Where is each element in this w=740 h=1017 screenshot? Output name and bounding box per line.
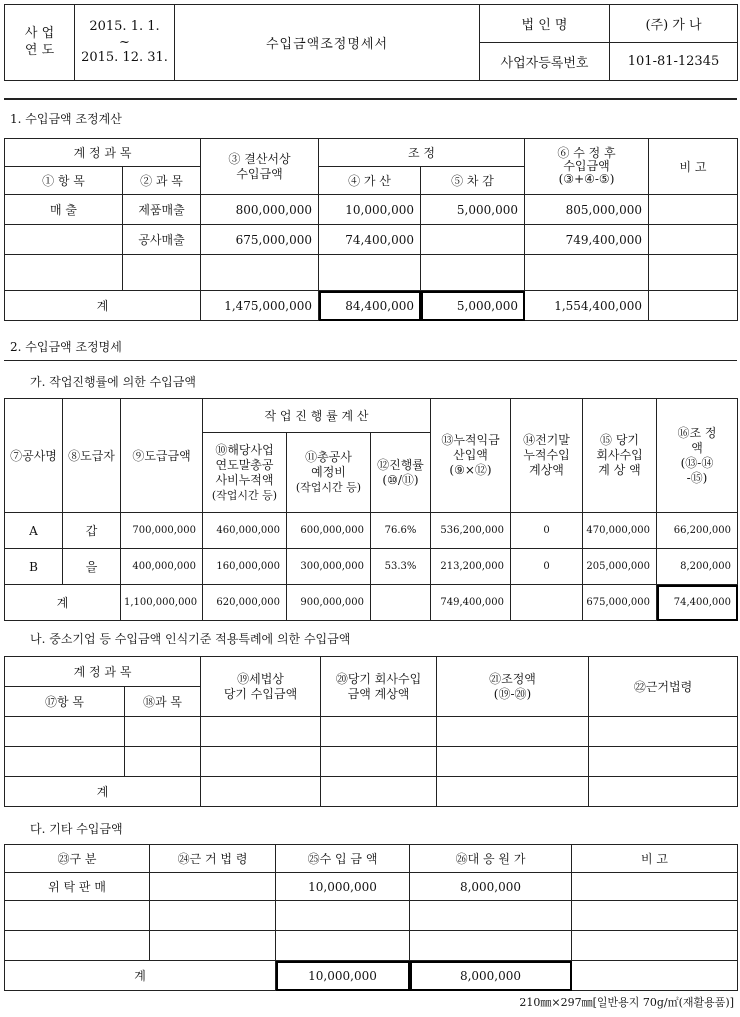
section-1-heading: 1. 수입금액 조정계산 bbox=[10, 112, 122, 126]
divider bbox=[4, 98, 737, 100]
h24: ㉔근 거 법 령 bbox=[150, 845, 276, 873]
paper-spec-footer: 210㎜×297㎜[일반용지 70g/㎡(재활용품)] bbox=[519, 996, 734, 1009]
total-row: 계 bbox=[5, 777, 738, 807]
h11: ⑪총공사 예정비 (작업시간 등) bbox=[287, 433, 371, 513]
total-row: 계 1,100,000,000 620,000,000 900,000,000 749,400,000 675,000,000 74,400,000 bbox=[5, 585, 738, 621]
table-row: 공사매출 675,000,000 74,400,000 749,400,000 bbox=[5, 225, 738, 255]
total-row: 계 1,475,000,000 84,400,000 5,000,000 1,554,400,000 bbox=[5, 291, 738, 321]
corp-name-label: 법 인 명 bbox=[480, 5, 610, 43]
section-2c-heading: 다. 기타 수입금액 bbox=[30, 822, 123, 836]
section-2c-table bbox=[4, 844, 738, 991]
table-row bbox=[5, 931, 738, 961]
sub-header: ⑤ 차 감 bbox=[421, 167, 525, 195]
h8: ⑧도급자 bbox=[63, 399, 121, 513]
h20: ⑳당기 회사수입 금액 계상액 bbox=[321, 657, 437, 717]
h12: ⑫진행률 (⑩/⑪) bbox=[371, 433, 431, 513]
header-table bbox=[4, 4, 738, 81]
table-row bbox=[5, 255, 738, 291]
account-header: 계 정 과 목 bbox=[5, 139, 201, 167]
section-2a-table bbox=[4, 398, 738, 621]
section-2a-heading: 가. 작업진행률에 의한 수입금액 bbox=[30, 375, 196, 389]
h13: ⑬누적익금 산입액 (⑨×⑫) bbox=[431, 399, 511, 513]
add-header: ④ 가 산 bbox=[319, 167, 421, 195]
adjusted-income-header: ⑥ 수 정 후 수입금액 (③+④-⑤) bbox=[525, 139, 649, 195]
h15: ⑮ 당기 회사수입 계 상 액 bbox=[583, 399, 657, 513]
account-header: 계 정 과 목 bbox=[5, 657, 201, 687]
calc-header: 작 업 진 행 률 계 산 bbox=[203, 399, 431, 433]
fiscal-year-label: 사 업 연 도 bbox=[5, 5, 75, 81]
table-row bbox=[5, 901, 738, 931]
h14: ⑭전기말 누적수입 계상액 bbox=[511, 399, 583, 513]
h10: ⑩해당사업 연도말총공 사비누적액 (작업시간 등) bbox=[203, 433, 287, 513]
book-income-header: ③ 결산서상 수입금액 bbox=[201, 139, 319, 195]
table-row: A 갑 700,000,000 460,000,000 600,000,000 76.6% 536,200,000 0 470,000,000 66,200,000 bbox=[5, 513, 738, 549]
h25: ㉕수 입 금 액 bbox=[276, 845, 410, 873]
h26: ㉖대 응 원 가 bbox=[410, 845, 572, 873]
adjust-header: 조 정 bbox=[319, 139, 525, 167]
section-2b-table bbox=[4, 656, 738, 807]
table-row: B 을 400,000,000 160,000,000 300,000,000 53.3% 213,200,000 0 205,000,000 8,200,000 bbox=[5, 549, 738, 585]
section-2-heading: 2. 수입금액 조정명세 bbox=[10, 340, 122, 354]
corp-name: (주) 가 나 bbox=[610, 5, 738, 43]
item-header: ① 항 목 bbox=[5, 167, 123, 195]
note-header: 비 고 bbox=[649, 139, 738, 195]
table-row: 위 탁 판 매 10,000,000 8,000,000 bbox=[5, 873, 738, 901]
h19: ⑲세법상 당기 수입금액 bbox=[201, 657, 321, 717]
h23: ㉓구 분 bbox=[5, 845, 150, 873]
h22: ㉒근거법령 bbox=[589, 657, 738, 717]
reg-no: 101-81-12345 bbox=[610, 43, 738, 81]
total-row: 계 10,000,000 8,000,000 bbox=[5, 961, 738, 991]
table-row: 매 출 제품매출 800,000,000 10,000,000 5,000,000 805,000,000 bbox=[5, 195, 738, 225]
h16: ⑯조 정 액 (⑬-⑭ -⑮) bbox=[657, 399, 738, 513]
h18: ⑱과 목 bbox=[125, 687, 201, 717]
subject-header: ② 과 목 bbox=[123, 167, 201, 195]
page-title: 수입금액조정명세서 bbox=[175, 5, 480, 81]
h9: ⑨도급금액 bbox=[121, 399, 203, 513]
h7: ⑦공사명 bbox=[5, 399, 63, 513]
note-header: 비 고 bbox=[572, 845, 738, 873]
section-1-table bbox=[4, 138, 738, 321]
table-row bbox=[5, 747, 738, 777]
table-row bbox=[5, 717, 738, 747]
h17: ⑰항 목 bbox=[5, 687, 125, 717]
section-2b-heading: 나. 중소기업 등 수입금액 인식기준 적용특례에 의한 수입금액 bbox=[30, 632, 351, 646]
h21: ㉑조정액 (⑲-⑳) bbox=[437, 657, 589, 717]
reg-no-label: 사업자등록번호 bbox=[480, 43, 610, 81]
fiscal-period: 2015. 1. 1. ~ 2015. 12. 31. bbox=[75, 5, 175, 81]
